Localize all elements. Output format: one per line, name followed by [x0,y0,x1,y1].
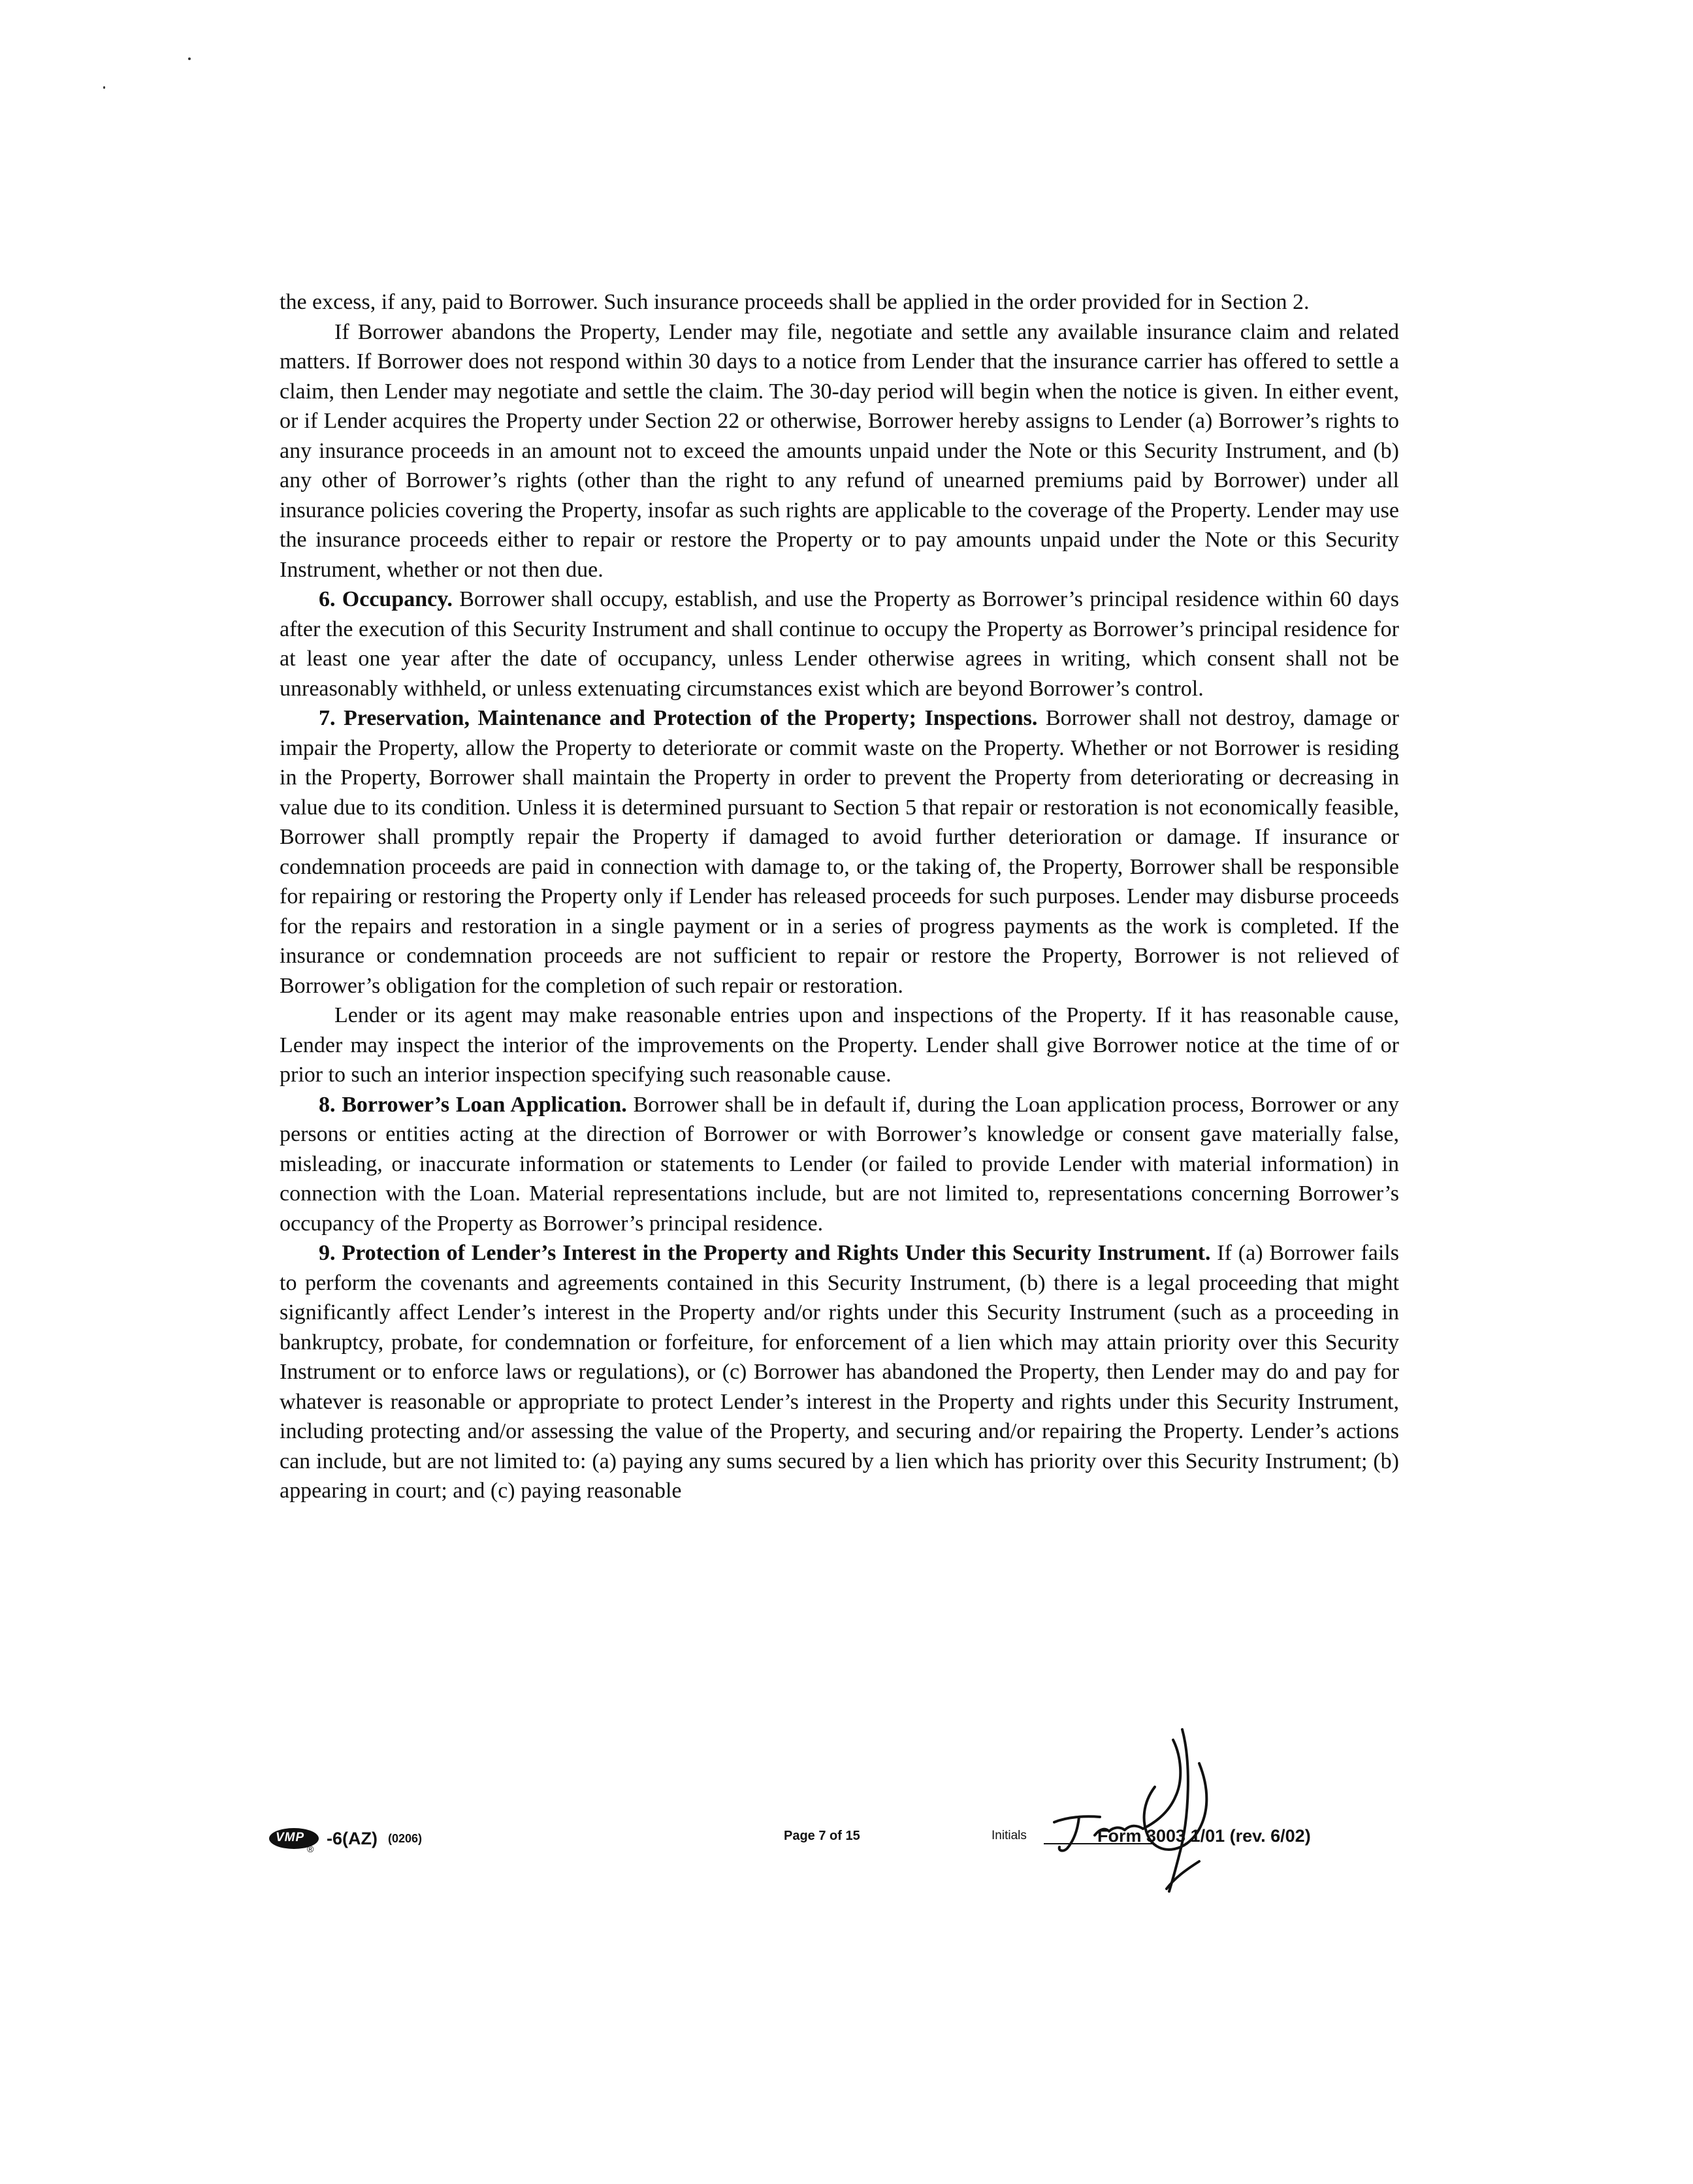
section-heading: 8. Borrower’s Loan Application. [319,1092,627,1117]
document-body [280,287,1399,1506]
scan-speck [103,86,105,89]
paragraph-text: If Borrower abandons the Property, Lender may file, negotiate and settle any available insurance claim and related matters. If Borrower does not respond within 30 days to a notice from Lender that the insurance carrier has offered to settle a claim, then Lender may negotiate and settle the claim. The 30-day period will begin when the notice is given. In either event, or if Lender acquires the Property under Section 22 or otherwise, Borrower hereby assigns to Lender (a) Borrower’s rights to any insurance proceeds in an amount not to exceed the amounts unpaid under the Note or this Security Instrument, and (b) any other of Borrower’s rights (other than the right to any refund of unearned premiums paid by Borrower) under all insurance policies covering the Property, insofar as such rights are applicable to the coverage of the Property. Lender may use the insurance proceeds either to repair or restore the Property or to pay amounts unpaid under the Note or this Security Instrument, whether or not then due. [280,319,1399,582]
paragraph-text: Lender or its agent may make reasonable entries upon and inspections of the Property. If it has reasonable cause, Lender may inspect the interior of the improvements on the Property. Lender shall give Borrower notice at the time of or prior to such an interior inspection specifying such reasonable cause. [280,1003,1399,1087]
page-number: Page 7 of 15 [784,1829,860,1843]
vmp-logo [269,1825,323,1852]
paragraph-insurance-excess [280,287,1399,317]
paragraph-text: Borrower shall not destroy, damage or impair the Property, allow the Property to deteriorate or commit waste on the Property. Whether or not Borrower is residing in the Property, Borrower shall maintain the Property in order to prevent the Property from deteriorating or decreasing in value due to its condition. Unless it is determined pursuant to Section 5 that repair or restoration is not economically feasible, Borrower shall promptly repair the Property if damaged to avoid further deterioration or damage. If insurance or condemnation proceeds are paid in connection with damage to, or the taking of, the Property, Borrower shall be responsible for repairing or restoring the Property only if Lender has released proceeds for such purposes. Lender may disburse proceeds for the repairs and restoration in a single payment or in a series of progress payments as the work is completed. If the insurance or condemnation proceeds are not sufficient to repair or restore the Property, Borrower is not relieved of Borrower’s obligation for the completion of such repair or restoration. [280,706,1400,998]
section-9-protection [280,1238,1399,1506]
form-code: -6(AZ) [327,1828,378,1848]
paragraph-text: Borrower shall occupy, establish, and use the Property as Borrower’s principal residence within 60 days after the execution of this Security Instrument and shall continue to occupy the Property as Borrower’s principal residence for at least one year after the date of occupancy, unless Lender otherwise agrees in writing, which consent shall not be unreasonably withheld, or unless extenuating circumstances exist which are beyond Borrower’s control. [280,587,1399,701]
section-heading: 6. Occupancy. [319,587,453,611]
paragraph-inspections [280,1001,1399,1090]
section-heading: 7. Preservation, Maintenance and Protection of the Property; Inspections. [319,706,1038,730]
section-7-preservation [280,703,1399,1001]
form-number: Form 3003 1/01 (rev. 6/02) [1097,1826,1311,1846]
logo-text: VMP [276,1831,305,1844]
paragraph-text: If (a) Borrower fails to perform the covenants and agreements contained in this Security Instrument, (b) there is a legal proceeding that might significantly affect Lender’s interest in the Property and/or rights under this Security Instrument (such as a proceeding in bankruptcy, probate, for condemnation or forfeiture, for enforcement of a lien which may attain priority over this Security Instrument or to enforce laws or regulations), or (c) Borrower has abandoned the Property, then Lender may do and pay for whatever is reasonable or appropriate to protect Lender’s interest in the Property and rights under this Security Instrument, including protecting and/or assessing the value of the Property, and securing and/or repairing the Property. Lender’s actions can include, but are not limited to: (a) paying any sums secured by a lien which has priority over this Security Instrument; (b) appearing in court; and (c) paying reasonable [280,1241,1399,1503]
paragraph-abandonment [280,317,1399,585]
paragraph-text: the excess, if any, paid to Borrower. Such insurance proceeds shall be applied in the order provided for in Section 2. [280,290,1310,314]
registered-mark: ® [307,1844,314,1854]
initials-signature [1045,1724,1254,1894]
initials-label: Initials [992,1829,1027,1842]
paragraph-text: Borrower shall be in default if, during the Loan application process, Borrower or any persons or entities acting at the direction of Borrower or with Borrower’s knowledge or consent gave materially false, misleading, or inaccurate information or statements to Lender (or failed to provide Lender with material information) in connection with the Loan. Material representations include, but are not limited to, representations concerning Borrower’s occupancy of the Property as Borrower’s principal residence. [280,1092,1399,1236]
scan-speck [188,57,191,60]
section-heading: 9. Protection of Lender’s Interest in the Property and Rights Under this Security Instrument. [319,1241,1211,1265]
form-date: (0206) [387,1831,423,1845]
form-id [269,1822,422,1855]
section-8-loan-application [280,1090,1399,1239]
section-6-occupancy [280,585,1399,703]
